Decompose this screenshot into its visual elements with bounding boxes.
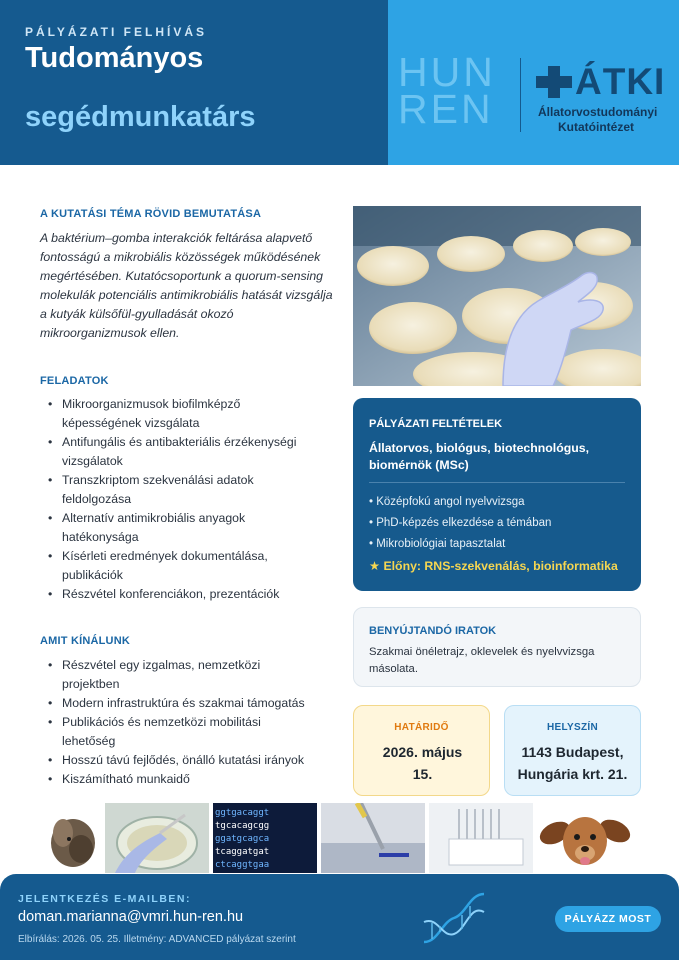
location-label: HELYSZÍN: [547, 722, 598, 733]
conditions-box: [353, 398, 641, 591]
list-item: • Részvétel egy izgalmas, nemzetközi projektben: [40, 656, 305, 694]
offer-list: [40, 656, 305, 789]
footer-email-link[interactable]: doman.marianna@vmri.hun-ren.hu: [18, 909, 244, 925]
list-item: • Kísérleti eredmények dokumentálása, publikációk: [40, 547, 305, 585]
dog-photo: [45, 803, 101, 873]
list-item: • Mikroorganizmusok biofilmképző képességének vizsgálata: [40, 395, 305, 433]
list-item: • Modern infrastruktúra és szakmai támogatás: [40, 694, 305, 713]
conditions-item: • PhD-képzés elkezdése a témában: [369, 517, 552, 529]
conditions-item: • Mikrobiológiai tapasztalat: [369, 538, 506, 550]
documents-text: Szakmai önéletrajz, oklevelek és nyelvvizsga másolata.: [369, 646, 595, 675]
conditions-item: • Középfokú angol nyelvvizsga: [369, 496, 525, 508]
conditions-lead: Állatorvos, biológus, biotechnológus, biomérnök (MSc): [369, 441, 589, 472]
apply-now-button[interactable]: PÁLYÁZZ MOST: [555, 906, 661, 932]
svg-text:tcaggatgat: tcaggatgat: [215, 847, 270, 857]
documents-box: [353, 607, 641, 687]
documents-title: BENYÚJTANDÓ IRATOK: [369, 625, 497, 637]
logo-divider: [520, 58, 521, 132]
dna-helix-icon: [418, 882, 490, 954]
atki-logo-subtitle-1: Állatorvostudományi: [538, 105, 658, 119]
list-item: • Részvétel konferenciákon, prezentációk: [40, 585, 305, 604]
conditions-title: PÁLYÁZATI FELTÉTELEK: [369, 418, 503, 430]
hun-ren-logo-line2: REN: [398, 86, 494, 132]
conditions-divider: [369, 482, 625, 483]
list-item: • Kiszámítható munkaidő: [40, 770, 305, 789]
footer-contact-bar: [0, 874, 679, 960]
header-kicker: PÁLYÁZATI FELHÍVÁS: [25, 25, 208, 39]
footer-meta: Elbírálás: 2026. 05. 25. Illetmény: ADVANCED pályázat szerint: [18, 934, 296, 945]
deadline-box: [353, 705, 490, 796]
list-item: • Alternatív antimikrobiális anyagok hatékonysága: [40, 509, 305, 547]
lab-petri-dish-photo: [353, 206, 641, 386]
dna-sequence-photo: [213, 803, 317, 873]
intro-text: A baktérium–gomba interakciók feltárása alapvető fontosságú a mikrobiális közösségek működésének megértésében. Kutatócsoportunk a quorum-sensing molekulák potenciális antimikrobiális hatását vizsgálja a kutyák külsőfül-gyulladását okozó mikroorganizmusok ellen.: [40, 231, 333, 340]
tasks-list: [40, 395, 305, 604]
list-item: • Transzkriptom szekvenálási adatok feldolgozása: [40, 471, 305, 509]
conditions-advantage: ★ Előny: RNS-szekvenálás, bioinformatika: [369, 559, 618, 573]
svg-text:ctcaggtgaa: ctcaggtgaa: [215, 860, 270, 870]
offer-section-title: AMIT KÍNÁLUNK: [40, 635, 130, 647]
atki-logo-name: ÁTKI: [575, 61, 666, 102]
hun-ren-logo: [398, 49, 508, 132]
list-item: • Publikációs és nemzetközi mobilitási lehetőség: [40, 713, 305, 751]
svg-text:ggtgacaggt: ggtgacaggt: [215, 808, 270, 818]
multichannel-pipette-photo: [429, 803, 533, 873]
puppy-photo: [537, 803, 633, 873]
svg-text:tgcacagcgg: tgcacagcgg: [215, 821, 270, 831]
hun-ren-logo-line1: HUN: [398, 49, 496, 95]
pipette-gel-photo: [321, 803, 425, 873]
intro-section-title: A KUTATÁSI TÉMA RÖVID BEMUTATÁSA: [40, 208, 262, 220]
atki-logo-subtitle-2: Kutatóintézet: [558, 120, 634, 134]
header-banner: [0, 0, 679, 165]
location-value: 1143 Budapest, Hungária krt. 21.: [517, 744, 628, 782]
tasks-section-title: FELADATOK: [40, 375, 109, 387]
page-title-line2: segédmunkatárs: [25, 101, 256, 133]
atki-cross-icon: [536, 66, 572, 98]
deadline-label: HATÁRIDŐ: [394, 722, 449, 733]
svg-text:ggatgcagca: ggatgcagca: [215, 834, 270, 844]
footer-kicker: JELENTKEZÉS E-MAILBEN:: [18, 893, 192, 905]
list-item: • Antifungális és antibakteriális érzékenységi vizsgálatok: [40, 433, 305, 471]
deadline-value: 2026. május 15.: [382, 744, 463, 782]
location-box: [504, 705, 641, 796]
petri-dish-photo: [105, 803, 209, 873]
page-title-line1: Tudományos: [25, 42, 204, 74]
list-item: • Hosszú távú fejlődés, önálló kutatási irányok: [40, 751, 305, 770]
